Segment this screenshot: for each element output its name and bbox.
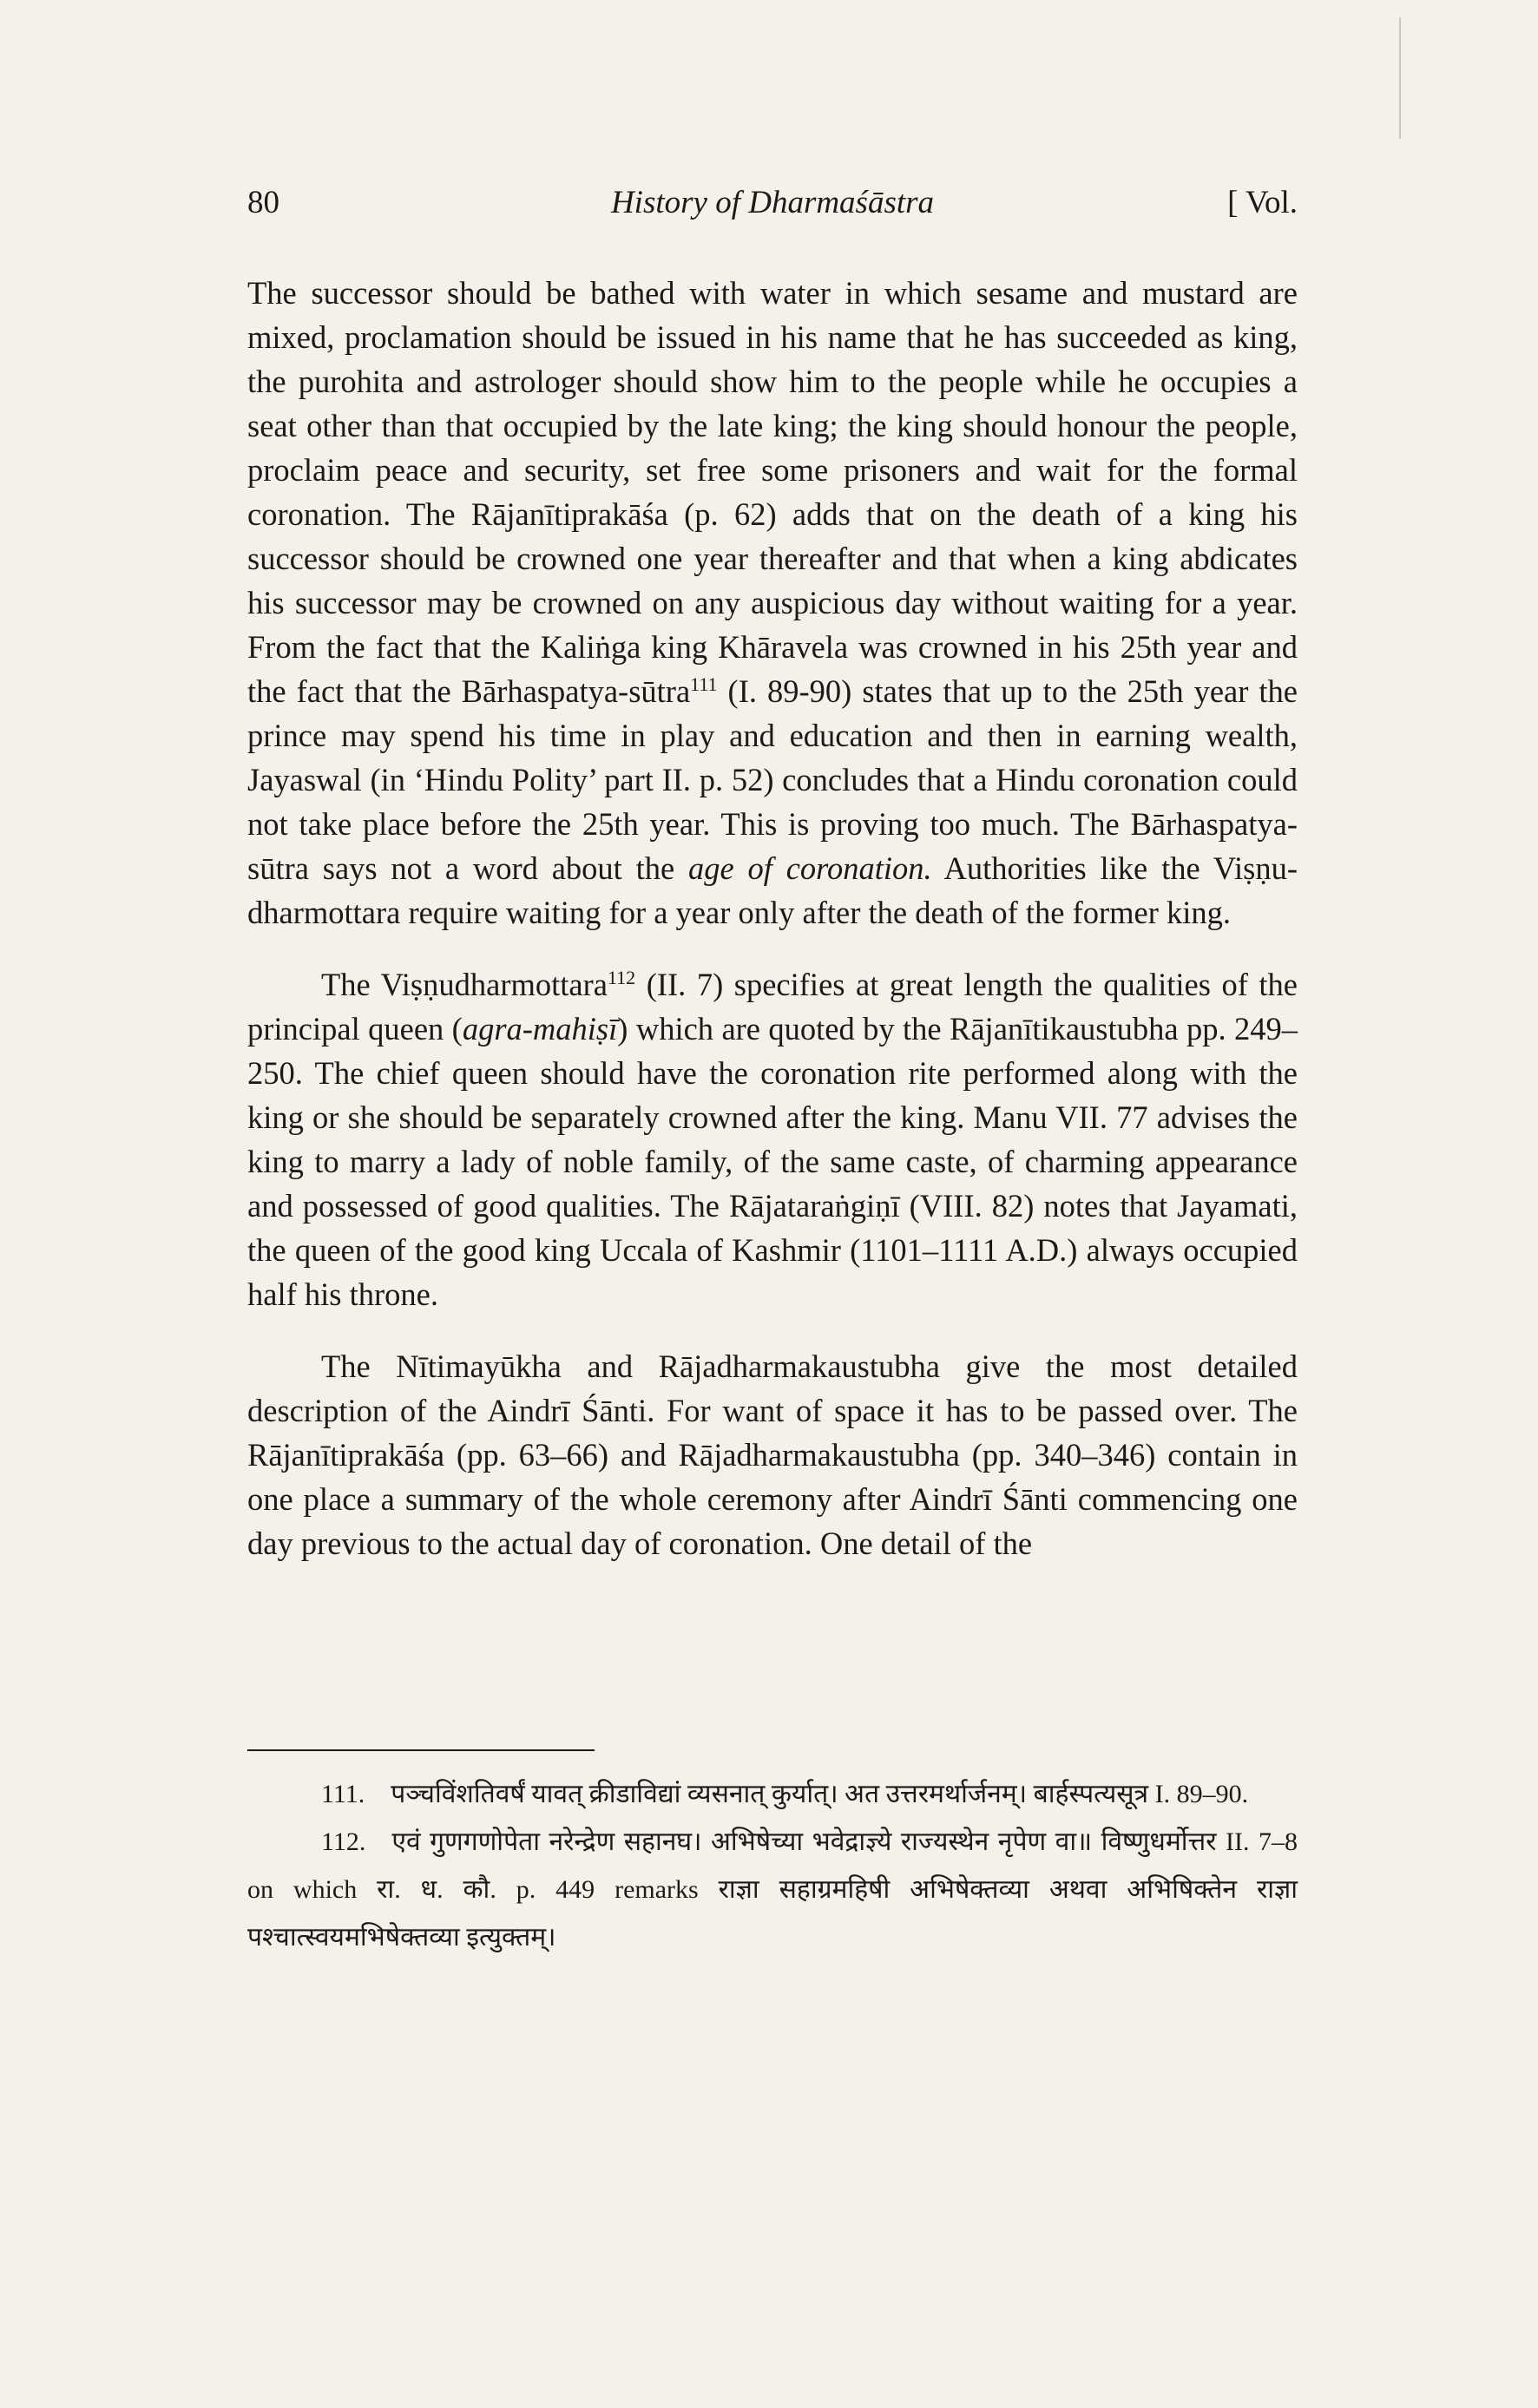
footnote-number: 111. [321, 1780, 365, 1808]
paragraph-3 [247, 1344, 1298, 1565]
footnote-text: एवं गुणगणोपेता नरेन्द्रेण सहानघ। अभिषेच्या भवेद्राज्ञ्ये राज्यस्थेन नृपेण वा॥ विष्णुधर्मोत्तर II. 7–8 on which रा. ध. कौ. p. 449 remarks राज्ञा सहाग्रमहिषी अभिषेक्तव्या अथवा अभिषिक्तेन राज्ञा पश्चात्स्वयमभिषेक्तव्या इत्युक्तम्। [247, 1827, 1298, 1952]
paragraph-2-text-b: (II. 7) specifies at great length the qualities of the principal queen ( [247, 967, 1298, 1047]
paragraph-2-text-c: ) which are quoted by the Rājanītikaustubha pp. 249–250. The chief queen should have the coronation rite performed along with the king or she should be separately crowned after the king. Manu VII. 77 advises the king to marry a lady of noble family, of the same caste, of charming appearance and possessed of good qualities. The Rājataraṅgiṇī (VIII. 82) notes that Jayamati, the queen of the good king Uccala of Kashmir (1101–1111 A.D.) always occupied half his throne. [247, 1011, 1298, 1312]
main-body-text [247, 271, 1298, 1565]
paragraph-1-text-b: (I. 89-90) states that up to the 25th year the prince may spend his time in play and education and then in earning wealth, Jayaswal (in ‘Hindu Polity’ part II. p. 52) concludes that a Hindu coronation could not take place before the 25th year. This is proving too much. The Bārhaspatya-sūtra says not a word about the [247, 673, 1298, 886]
paragraph-2-text-a: The Viṣṇudharmottara [321, 967, 608, 1002]
paragraph-2 [247, 962, 1298, 1316]
paragraph-3-text: The Nītimayūkha and Rājadharmakaustubha give the most detailed description of the Aindrī Śānti. For want of space it has to be passed over. The Rājanītiprakāśa (pp. 63–66) and Rājadharmakaustubha (pp. 340–346) contain in one place a summary of the whole ceremony after Aindrī Śānti commencing one day previous to the actual day of coronation. One detail of the [247, 1348, 1298, 1561]
paragraph-1-text-a: The successor should be bathed with water in which sesame and mustard are mixed, proclamation should be issued in his name that he has succeeded as king, the purohita and astrologer should show him to the people while he occupies a seat other than that occupied by the late king; the king should honour the people, proclaim peace and security, set free some prisoners and wait for the formal coronation. The Rājanītiprakāśa (p. 62) adds that on the death of a king his successor should be crowned one year thereafter and that when a king abdicates his successor may be crowned on any auspicious day without waiting for a year. From the fact that the Kaliṅga king Khāravela was crowned in his 25th year and the fact that the Bārhaspatya-sūtra [247, 275, 1298, 709]
paragraph-1-italic: age of coronation. [688, 850, 932, 886]
page-edge-line [1399, 17, 1401, 139]
footnote-number: 112. [321, 1827, 366, 1856]
footnote-ref-112: 112 [607, 966, 636, 988]
footnotes [247, 1770, 1298, 1961]
running-title: History of Dharmaśāstra [610, 185, 935, 220]
volume-marker: [ Vol. [1227, 185, 1298, 220]
footnote-divider [247, 1749, 595, 1751]
footnote-text: पञ्चविंशतिवर्षं यावत् क्रीडाविद्यां व्यसनात् कुर्यात्। अत उत्तरमर्थार्जनम्। बार्हस्पत्यसूत्र I. 89–90. [391, 1780, 1249, 1808]
footnote-112 [247, 1818, 1298, 1961]
paragraph-2-italic: agra-mahiṣī [462, 1011, 618, 1047]
footnote-111 [247, 1770, 1298, 1818]
page-number: 80 [247, 185, 279, 220]
running-header [247, 184, 1298, 236]
paragraph-1 [247, 271, 1298, 935]
paragraph-1-text-c: Authorities like the Viṣṇu-dharmottara require waiting for a year only after the death of the former king. [247, 850, 1298, 930]
footnote-ref-111: 111 [690, 673, 718, 695]
